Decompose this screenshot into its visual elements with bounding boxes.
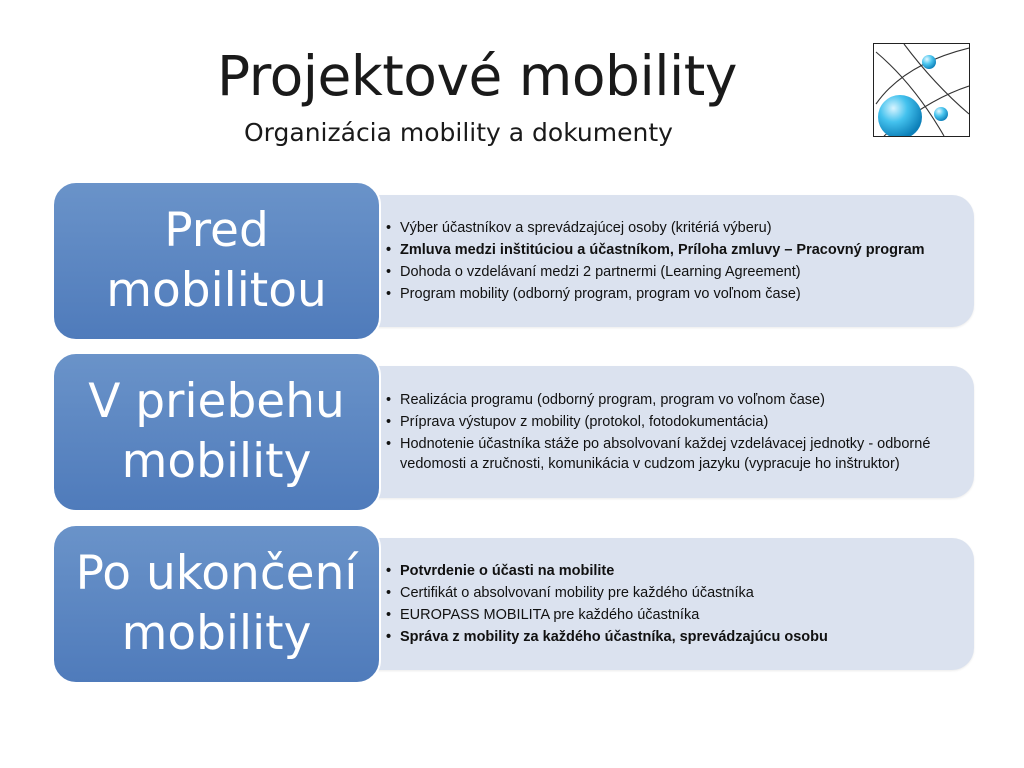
list-item: • Certifikát o absolvovaní mobility pre každého účastníka [386, 583, 952, 603]
list-item: • Príprava výstupov z mobility (protokol, fotodokumentácia) [386, 412, 952, 432]
page-subtitle: Organizácia mobility a dokumenty [244, 118, 673, 147]
section-details [352, 195, 974, 327]
page-title: Projektové mobility [217, 44, 737, 108]
bullet-list [386, 216, 952, 306]
atom-icon [874, 44, 969, 136]
section-label [52, 352, 381, 512]
bullet-list [386, 388, 952, 476]
section-label-text: V priebehu mobility [88, 374, 345, 489]
list-item: • Zmluva medzi inštitúciou a účastníkom, Príloha zmluvy – Pracovný program [386, 240, 952, 260]
list-item: • EUROPASS MOBILITA pre každého účastníka [386, 605, 952, 625]
section-po-ukonceni-mobility [52, 524, 974, 684]
list-item: • Dohoda o vzdelávaní medzi 2 partnermi (Learning Agreement) [386, 262, 952, 282]
section-label [52, 181, 381, 341]
atom-molecule-logo [873, 43, 970, 137]
list-item: • Program mobility (odborný program, program vo voľnom čase) [386, 284, 952, 304]
list-item: • Potvrdenie o účasti na mobilite [386, 561, 952, 581]
section-label [52, 524, 381, 684]
section-v-priebehu-mobility [52, 352, 974, 512]
bullet-list [386, 559, 952, 649]
list-item: • Hodnotenie účastníka stáže po absolvovaní každej vzdelávacej jednotky - odborné vedomosti a zručnosti, komunikácia v cudzom jazyku (vypracuje ho inštruktor) [386, 434, 952, 474]
list-item: • Realizácia programu (odborný program, program vo voľnom čase) [386, 390, 952, 410]
section-details [352, 366, 974, 498]
section-details [352, 538, 974, 670]
list-item: • Výber účastníkov a sprevádzajúcej osoby (kritériá výberu) [386, 218, 952, 238]
section-pred-mobilitou [52, 181, 974, 341]
section-label-text: Po ukončení mobility [75, 546, 358, 661]
section-label-text: Pred mobilitou [106, 203, 327, 318]
list-item: • Správa z mobility za každého účastníka, sprevádzajúcu osobu [386, 627, 952, 647]
